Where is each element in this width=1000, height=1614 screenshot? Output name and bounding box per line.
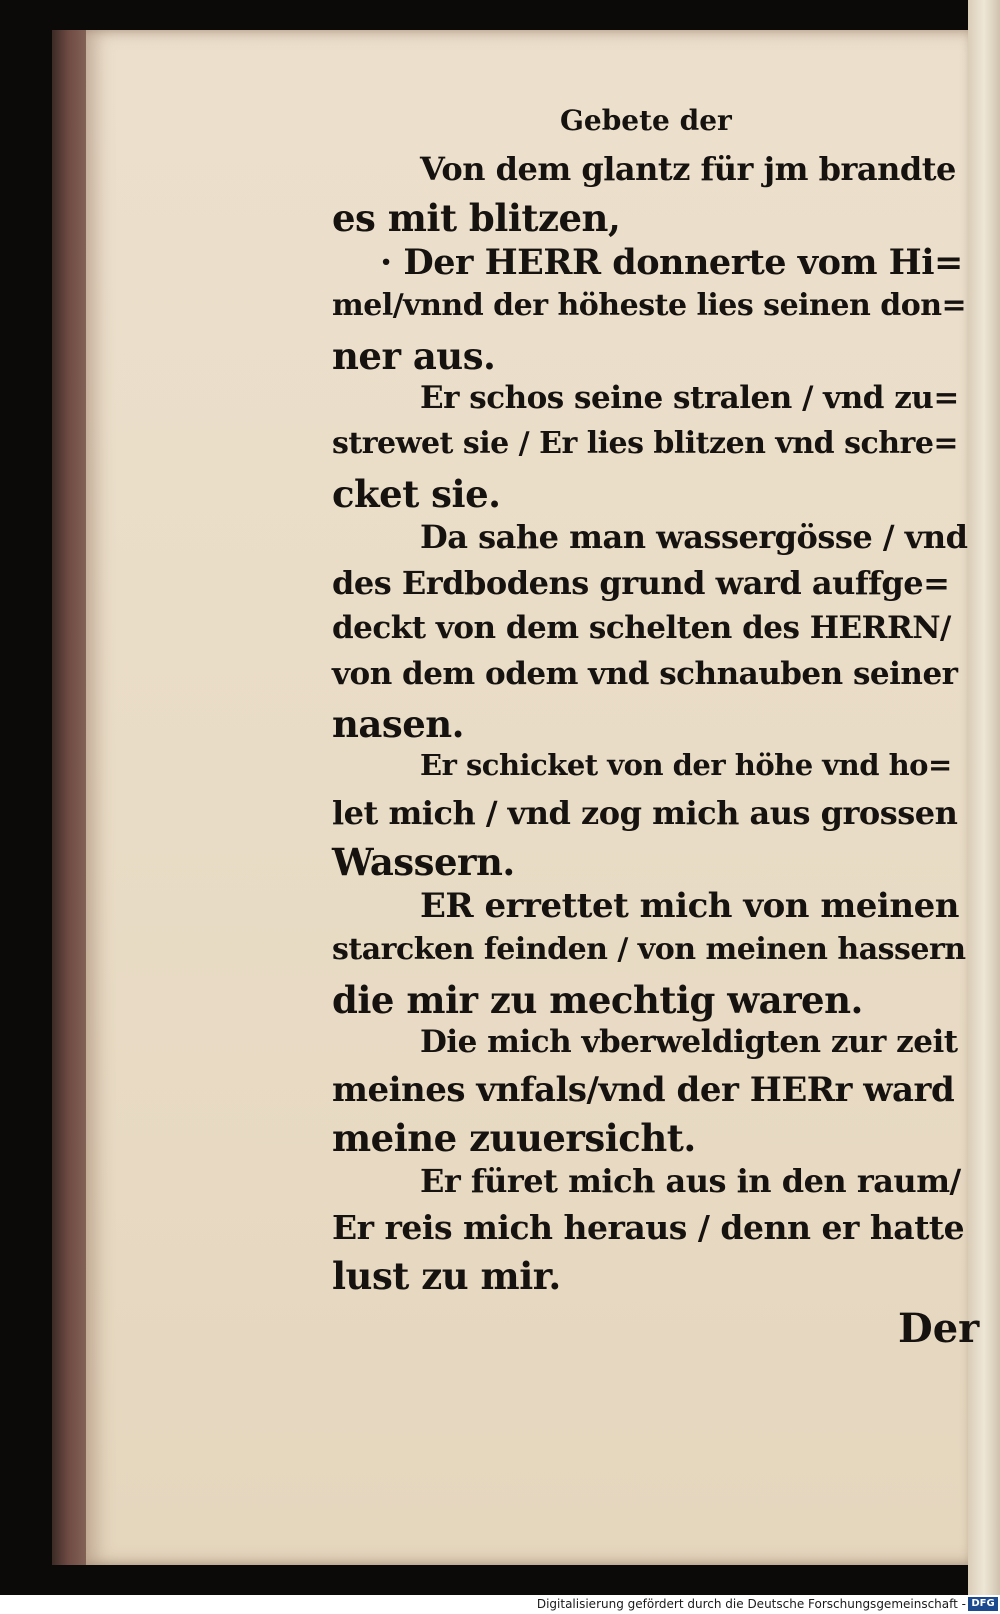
text-line: cket sie. [332,472,501,516]
catchword: Der [898,1305,980,1352]
text-line: es mit blitzen, [332,196,621,240]
text-line: Er füret mich aus in den raum/ [420,1162,961,1200]
funding-credit: Digitalisierung gefördert durch die Deutsche Forschungsgemeinschaft - [536,1597,966,1611]
text-line: Er schos seine stralen / vnd zu= [420,380,959,416]
dfg-logo-icon: DFG [968,1597,998,1611]
running-header: Gebete der [560,104,732,137]
text-line: des Erdbodens grund ward auffge= [332,564,950,602]
text-line: Die mich vberweldigten zur zeit [420,1024,958,1060]
text-line: Er reis mich heraus / denn er hatte [332,1208,965,1247]
text-line: Von dem glantz für jm brandte [420,150,956,188]
text-line: Er schicket von der höhe vnd ho= [420,748,952,782]
text-line: lust zu mir. [332,1254,561,1298]
text-line: meines vnfals/vnd der HERr ward [332,1070,955,1110]
text-line: · Der HERR donnerte vom Hi= [380,242,963,283]
text-line: nasen. [332,702,465,746]
text-line: ner aus. [332,334,496,378]
text-line: strewet sie / Er lies blitzen vnd schre= [332,426,959,461]
text-line: starcken feinden / von meinen hassern [332,932,966,967]
text-line: ER errettet mich von meinen [420,886,959,926]
text-line: von dem odem vnd schnauben seiner [332,656,958,692]
text-line: meine zuuersicht. [332,1116,696,1160]
page-edge-right [968,0,1000,1595]
text-line: Wassern. [332,840,515,884]
text-line: let mich / vnd zog mich aus grossen [332,794,958,832]
text-line: mel/vnnd der höheste lies seinen don= [332,288,967,323]
digitization-footer [0,1595,1000,1614]
text-line: deckt von dem schelten des HERRN/ [332,610,951,646]
text-line: die mir zu mechtig waren. [332,978,863,1022]
text-line: Da sahe man wassergösse / vnd [420,518,968,556]
bleed-through-mark [470,112,540,126]
